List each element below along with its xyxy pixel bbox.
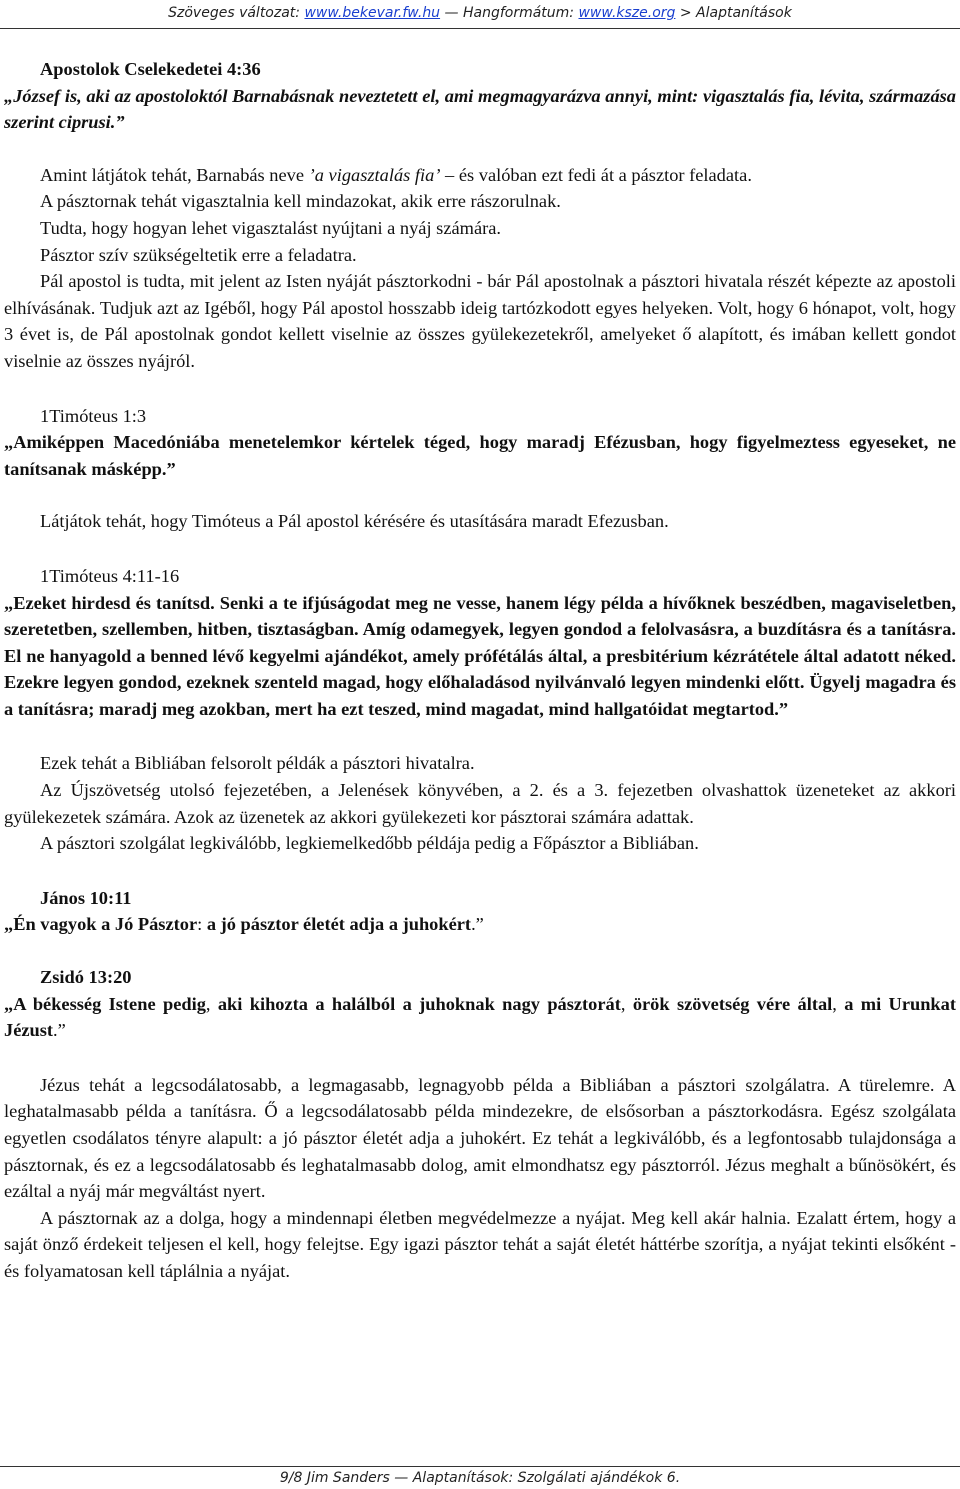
paragraph: Jézus tehát a legcsodálatosabb, a legmagasabb, legnagyobb példa a Bibliában a pásztori szolgálatra. A türelemre. A leghatalmasabb példa a tanításra. Ő a legcsodálatosabb példa mindezekre, de elsősorban a pásztorkodásra. Egész szolgálata egyetlen csodálatos tényre alapult: a jó pásztor életét adja a juhokért. Ez tehát a legkiválóbb, és a legfontosabb tulajdonsága a pásztornak, és ez a legcsodálatosabb és leghatalmasabb dolog, amit elmondhatsz egy pásztorról. Jézus meghalt a bűnösökért, és ezáltal a nyáj már megváltást nyert.: [4, 1074, 956, 1202]
paragraph: Pásztor szív szükségeltetik erre a feladatra.: [40, 244, 357, 265]
text-version-label: Szöveges változat:: [168, 5, 301, 21]
paragraph: Pál apostol is tudta, mit jelent az Isten nyáját pásztorkodni - bár Pál apostolnak a pásztori hivatala részét képezte az apostoli elhívásának. Tudjuk azt az Igéből, hogy Pál apostol hosszabb ideig tartózkodott egyes helyeken. Volt, hogy 6 hónapot, volt, hogy 3 évet is, de Pál apostolnak gondot kellett viselnie az összes gyülekezetekről, amelyeket ő alapított, és imában kellett gondot viselnie az összes nyájról.: [4, 271, 956, 371]
paragraph: Ezek tehát a Bibliában felsorolt példák a pásztori hivatalra.: [40, 753, 475, 774]
paragraph: A pásztornak tehát vigasztalnia kell mindazokat, akik erre rászorulnak.: [40, 191, 561, 212]
paragraph: Az Újszövetség utolsó fejezetében, a Jelenések könyvében, a 2. és a 3. fejezetben olvashattok üzeneteket az akkori gyülekezetek számára. Azok az üzenetek az akkori gyülekezeti kor pásztorai számára adattak.: [4, 780, 956, 827]
paragraph: Amint látjátok tehát, Barnabás neve ’a vigasztalás fia’ – és valóban ezt fedi át a pásztor feladata.: [40, 164, 752, 185]
scripture-quote: „József is, aki az apostoloktól Barnabásnak neveztetett el, ami megmagyarázva annyi, mint: vigasztalás fia, lévita, származása szerint ciprusi.”: [4, 85, 956, 133]
paragraph: Látjátok tehát, hogy Timóteus a Pál apostol kérésére és utasítására maradt Efezusban.: [40, 511, 669, 532]
scripture-reference: 1Timóteus 4:11-16: [40, 565, 180, 586]
scripture-quote: „Amiképpen Macedóniába menetelemkor kértelek téged, hogy maradj Efézusban, hogy figyelmeztess egyeseket, ne tanítsanak másképp.”: [4, 432, 956, 479]
breadcrumb: > Alaptanítások: [679, 5, 792, 21]
header-separator: —: [444, 5, 459, 21]
ksze-link[interactable]: www.ksze.org: [578, 5, 676, 21]
page-footer: [0, 1466, 960, 1489]
audio-format-label: Hangformátum:: [462, 5, 575, 21]
paragraph: A pásztori szolgálat legkiválóbb, legkiemelkedőbb példája pedig a Főpásztor a Bibliában.: [40, 833, 699, 854]
scripture-quote: „Én vagyok a Jó Pásztor: a jó pásztor életét adja a juhokért.”: [4, 914, 484, 935]
paragraph: A pásztornak az a dolga, hogy a mindennapi életben megvédelmezze a nyájat. Meg kell akár halnia. Ezalatt értem, hogy a saját önző érdekeit teljesen el kell, hogy felejtse. Egy igazi pásztor tehát a saját életét háttérbe szorítja, a nyájat tekinti elsőként - és folyamatosan kell táplálnia a nyájat.: [4, 1207, 956, 1281]
page-header: [0, 0, 960, 29]
scripture-reference: Zsidó 13:20: [40, 967, 132, 988]
scripture-reference: 1Timóteus 1:3: [40, 405, 147, 426]
scripture-quote: „A békesség Istene pedig, aki kihozta a halálból a juhoknak nagy pásztorát, örök szövetség vére által, a mi Urunkat Jézust.”: [4, 993, 956, 1041]
footer-text: 9/8 Jim Sanders — Alaptanítások: Szolgálati ajándékok 6.: [279, 1470, 681, 1486]
paragraph: Tudta, hogy hogyan lehet vigasztalást nyújtani a nyáj számára.: [40, 217, 502, 238]
scripture-quote: „Ezeket hirdesd és tanítsd. Senki a te ifjúságodat meg ne vesse, hanem légy példa a hívőknek beszédben, magaviseletben, szeretetben, szellemben, hitben, tisztaságban. Amíg odamegyek, legyen gondod a felolvasásra, a buzdításra és a tanításra. El ne hanyagold a benned lévő kegyelmi ajándékot, amely prófétálás által, a presbitérium kézrátétele által adatott néked. Ezekre legyen gondod, ezeknek szenteld magad, hogy előhaladásod nyilvánvaló legyen mindenki előtt. Ügyelj magadra és a tanításra; maradj meg azokban, mert ha ezt teszed, mind magadat, mind hallgatóidat megtartod.”: [4, 592, 956, 719]
scripture-reference: Apostolok Cselekedetei 4:36: [40, 59, 261, 79]
scripture-reference: János 10:11: [40, 887, 132, 908]
document-body: [4, 56, 956, 1285]
bekevar-link[interactable]: www.bekevar.fw.hu: [304, 5, 441, 21]
